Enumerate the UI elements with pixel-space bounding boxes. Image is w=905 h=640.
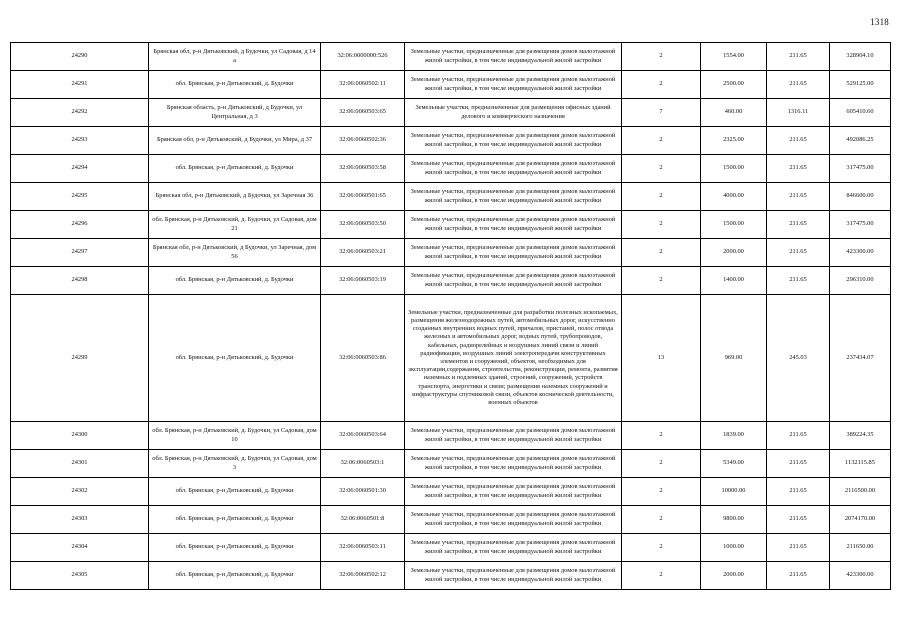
row-number-cell: 24305 bbox=[11, 562, 149, 590]
table-row bbox=[11, 450, 891, 478]
row-number-cell: 24303 bbox=[11, 506, 149, 534]
use-group-cell: 2 bbox=[622, 155, 701, 183]
specific-value-cell: 211.65 bbox=[767, 239, 830, 267]
cadastral-number-cell: 32:06:0060503:65 bbox=[321, 99, 405, 127]
land-use-cell: Земельные участки, предназначенные для размещения домов малоэтажной жилой застройки, в том числе индивидуальной жилой застройки bbox=[405, 43, 622, 71]
specific-value-cell: 211.65 bbox=[767, 43, 830, 71]
use-group-cell: 2 bbox=[622, 127, 701, 155]
address-cell: обл. Брянская, р-н Дятьковский, д. Будочки, ул Садовая, дом 3 bbox=[149, 450, 321, 478]
specific-value-cell: 211.65 bbox=[767, 562, 830, 590]
land-use-cell: Земельные участки, предназначенные для размещения офисных зданий делового и коммерческого назначения bbox=[405, 99, 622, 127]
area-cell: 9800.00 bbox=[701, 506, 767, 534]
address-cell: обл. Брянская, р-н Дятьковский, д. Будочки, ул Садовая, дом 10 bbox=[149, 422, 321, 450]
row-number-cell: 24295 bbox=[11, 183, 149, 211]
land-use-cell: Земельные участки, предназначенные для размещения домов малоэтажной жилой застройки, в том числе индивидуальной жилой застройки bbox=[405, 478, 622, 506]
area-cell: 2500.00 bbox=[701, 71, 767, 99]
cadastral-number-cell: 32:06:0060503:11 bbox=[321, 534, 405, 562]
address-cell: обл. Брянская, р-н Дятьковский, д. Будочки bbox=[149, 155, 321, 183]
row-number-cell: 24300 bbox=[11, 422, 149, 450]
specific-value-cell: 211.65 bbox=[767, 155, 830, 183]
use-group-cell: 2 bbox=[622, 478, 701, 506]
address-cell: Брянская обл, р-н Дятьковский, д Будочки, ул Заречная 36 bbox=[149, 183, 321, 211]
specific-value-cell: 211.65 bbox=[767, 127, 830, 155]
row-number-cell: 24298 bbox=[11, 267, 149, 295]
land-use-cell: Земельные участки, предназначенные для размещения домов малоэтажной жилой застройки, в том числе индивидуальной жилой застройки bbox=[405, 562, 622, 590]
cadastral-number-cell: 32:06:0060502:36 bbox=[321, 127, 405, 155]
area-cell: 1554.00 bbox=[701, 43, 767, 71]
land-use-cell: Земельные участки, предназначенные для размещения домов малоэтажной жилой застройки, в том числе индивидуальной жилой застройки bbox=[405, 534, 622, 562]
land-use-cell: Земельные участки, предназначенные для размещения домов малоэтажной жилой застройки, в том числе индивидуальной жилой застройки bbox=[405, 127, 622, 155]
table-row bbox=[11, 71, 891, 99]
table-row bbox=[11, 99, 891, 127]
cadastral-value-cell: 296310.00 bbox=[830, 267, 891, 295]
area-cell: 1000.00 bbox=[701, 534, 767, 562]
cadastral-value-cell: 492086.25 bbox=[830, 127, 891, 155]
table-row bbox=[11, 562, 891, 590]
area-cell: 2000.00 bbox=[701, 239, 767, 267]
address-cell: обл. Брянская, р-н Дятьковский, д. Будочки bbox=[149, 506, 321, 534]
row-number-cell: 24301 bbox=[11, 450, 149, 478]
address-cell: Брянская обл, р-н Дятьковский, д Будочки, ул Садовая, д 14 а bbox=[149, 43, 321, 71]
cadastral-number-cell: 32:06:0060501:8 bbox=[321, 506, 405, 534]
table-row bbox=[11, 506, 891, 534]
address-cell: Брянская обл, р-н Дятьковский, д Будочки, ул Мира, д 37 bbox=[149, 127, 321, 155]
address-cell: Брянская обл, р-н Дятьковский, д Будочки, ул Заречная, дом 56 bbox=[149, 239, 321, 267]
table-row bbox=[11, 295, 891, 422]
table-row bbox=[11, 267, 891, 295]
row-number-cell: 24297 bbox=[11, 239, 149, 267]
address-cell: обл. Брянская, р-н Дятьковский, д. Будочки bbox=[149, 478, 321, 506]
use-group-cell: 2 bbox=[622, 239, 701, 267]
cadastral-value-cell: 605410.60 bbox=[830, 99, 891, 127]
specific-value-cell: 211.65 bbox=[767, 506, 830, 534]
specific-value-cell: 211.65 bbox=[767, 71, 830, 99]
address-cell: обл. Брянская, р-н Дятьковский, д. Будочки bbox=[149, 295, 321, 422]
land-use-cell: Земельные участки, предназначенные для размещения домов малоэтажной жилой застройки, в том числе индивидуальной жилой застройки bbox=[405, 506, 622, 534]
table-row bbox=[11, 127, 891, 155]
cadastral-value-cell: 328904.10 bbox=[830, 43, 891, 71]
table-row bbox=[11, 534, 891, 562]
address-cell: обл. Брянская, р-н Дятьковский, д. Будочки bbox=[149, 267, 321, 295]
area-cell: 2325.00 bbox=[701, 127, 767, 155]
cadastral-number-cell: 32:06:0060503:58 bbox=[321, 155, 405, 183]
land-use-cell: Земельные участки, предназначенные для размещения домов малоэтажной жилой застройки, в том числе индивидуальной жилой застройки bbox=[405, 71, 622, 99]
address-cell: обл. Брянская, р-н Дятьковский, д. Будочки bbox=[149, 534, 321, 562]
use-group-cell: 2 bbox=[622, 506, 701, 534]
area-cell: 969.00 bbox=[701, 295, 767, 422]
land-use-cell: Земельные участки, предназначенные для разработки полезных ископаемых, размещения железнодорожных путей, автомобильных дорог, искусственно созданных внутренних водных путей, причалов, пристаней, полос отвода железных и автомобильных дорог, водных путей, трубопроводов, кабельных, радиорелейных и воздушных линий связи и линий радиофикации, воздушных линий электропередачи конструктивных элементов и сооружений, объектов, необходимых для эксплуатации,содержания, строительства, реконструкции, ремонта, развития наземных и подземных зданий, строений, сооружений, устройств транспорта, энергетики и связи; размещения наземных сооружений и инфраструктуры спутниковой связи, объектов космической деятельности, военных объектов bbox=[405, 295, 622, 422]
cadastral-number-cell: 32:06:0060503:50 bbox=[321, 211, 405, 239]
cadastral-number-cell: 32:06:0060501:65 bbox=[321, 183, 405, 211]
row-number-cell: 24294 bbox=[11, 155, 149, 183]
cadastral-number-cell: 32:06:0060503:86 bbox=[321, 295, 405, 422]
table-row bbox=[11, 183, 891, 211]
table-row bbox=[11, 155, 891, 183]
use-group-cell: 2 bbox=[622, 267, 701, 295]
use-group-cell: 7 bbox=[622, 99, 701, 127]
specific-value-cell: 1316.11 bbox=[767, 99, 830, 127]
land-use-cell: Земельные участки, предназначенные для размещения домов малоэтажной жилой застройки, в том числе индивидуальной жилой застройки bbox=[405, 450, 622, 478]
cadastral-number-cell: 32:06:0060503:64 bbox=[321, 422, 405, 450]
area-cell: 10000.00 bbox=[701, 478, 767, 506]
table-row bbox=[11, 478, 891, 506]
row-number-cell: 24291 bbox=[11, 71, 149, 99]
use-group-cell: 13 bbox=[622, 295, 701, 422]
table-row bbox=[11, 239, 891, 267]
row-number-cell: 24304 bbox=[11, 534, 149, 562]
address-cell: обл. Брянская, р-н Дятьковский, д. Будочки bbox=[149, 71, 321, 99]
cadastral-number-cell: 32:06:0060501:30 bbox=[321, 478, 405, 506]
use-group-cell: 2 bbox=[622, 43, 701, 71]
use-group-cell: 2 bbox=[622, 71, 701, 99]
table-row bbox=[11, 211, 891, 239]
cadastral-value-cell: 237434.07 bbox=[830, 295, 891, 422]
cadastral-value-cell: 529125.00 bbox=[830, 71, 891, 99]
address-cell: Брянская область, р-н Дятьковский, д Будочки, ул Центральная, д 3 bbox=[149, 99, 321, 127]
cadastral-number-cell: 32:06:0060503:21 bbox=[321, 239, 405, 267]
area-cell: 4000.00 bbox=[701, 183, 767, 211]
table-body bbox=[11, 43, 891, 590]
cadastral-number-cell: 32:06:0000000:526 bbox=[321, 43, 405, 71]
use-group-cell: 2 bbox=[622, 450, 701, 478]
specific-value-cell: 211.65 bbox=[767, 267, 830, 295]
cadastral-value-table bbox=[10, 42, 891, 590]
specific-value-cell: 211.65 bbox=[767, 211, 830, 239]
use-group-cell: 2 bbox=[622, 183, 701, 211]
cadastral-value-cell: 389224.35 bbox=[830, 422, 891, 450]
use-group-cell: 2 bbox=[622, 534, 701, 562]
land-use-cell: Земельные участки, предназначенные для размещения домов малоэтажной жилой застройки, в том числе индивидуальной жилой застройки bbox=[405, 155, 622, 183]
land-use-cell: Земельные участки, предназначенные для размещения домов малоэтажной жилой застройки, в том числе индивидуальной жилой застройки bbox=[405, 422, 622, 450]
area-cell: 2000.00 bbox=[701, 562, 767, 590]
cadastral-value-cell: 423300.00 bbox=[830, 239, 891, 267]
table-row bbox=[11, 422, 891, 450]
cadastral-number-cell: 32:06:0060503:19 bbox=[321, 267, 405, 295]
row-number-cell: 24296 bbox=[11, 211, 149, 239]
use-group-cell: 2 bbox=[622, 422, 701, 450]
area-cell: 1500.00 bbox=[701, 155, 767, 183]
specific-value-cell: 211.65 bbox=[767, 183, 830, 211]
use-group-cell: 2 bbox=[622, 211, 701, 239]
specific-value-cell: 211.65 bbox=[767, 478, 830, 506]
area-cell: 1400.00 bbox=[701, 267, 767, 295]
specific-value-cell: 211.65 bbox=[767, 534, 830, 562]
cadastral-value-cell: 2074170.00 bbox=[830, 506, 891, 534]
cadastral-number-cell: 32:06:0060502:12 bbox=[321, 562, 405, 590]
area-cell: 460.00 bbox=[701, 99, 767, 127]
address-cell: обл. Брянская, р-н Дятьковский, д. Будочки, ул Садовая, дом 21 bbox=[149, 211, 321, 239]
land-use-cell: Земельные участки, предназначенные для размещения домов малоэтажной жилой застройки, в том числе индивидуальной жилой застройки bbox=[405, 211, 622, 239]
area-cell: 1839.00 bbox=[701, 422, 767, 450]
cadastral-value-cell: 211650.00 bbox=[830, 534, 891, 562]
address-cell: обл. Брянская, р-н Дятьковский, д. Будочки bbox=[149, 562, 321, 590]
land-use-cell: Земельные участки, предназначенные для размещения домов малоэтажной жилой застройки, в том числе индивидуальной жилой застройки bbox=[405, 183, 622, 211]
area-cell: 5349.00 bbox=[701, 450, 767, 478]
cadastral-value-cell: 423300.00 bbox=[830, 562, 891, 590]
cadastral-value-cell: 317475.00 bbox=[830, 155, 891, 183]
cadastral-value-cell: 846600.00 bbox=[830, 183, 891, 211]
row-number-cell: 24292 bbox=[11, 99, 149, 127]
row-number-cell: 24290 bbox=[11, 43, 149, 71]
row-number-cell: 24302 bbox=[11, 478, 149, 506]
specific-value-cell: 245.03 bbox=[767, 295, 830, 422]
specific-value-cell: 211.65 bbox=[767, 422, 830, 450]
specific-value-cell: 211.65 bbox=[767, 450, 830, 478]
row-number-cell: 24299 bbox=[11, 295, 149, 422]
cadastral-number-cell: 32:06:0060503:1 bbox=[321, 450, 405, 478]
cadastral-value-cell: 2116500.00 bbox=[830, 478, 891, 506]
page-number: 1318 bbox=[870, 17, 889, 27]
row-number-cell: 24293 bbox=[11, 127, 149, 155]
use-group-cell: 2 bbox=[622, 562, 701, 590]
land-use-cell: Земельные участки, предназначенные для размещения домов малоэтажной жилой застройки, в том числе индивидуальной жилой застройки bbox=[405, 267, 622, 295]
cadastral-number-cell: 32:06:0060502:11 bbox=[321, 71, 405, 99]
area-cell: 1500.00 bbox=[701, 211, 767, 239]
cadastral-value-cell: 1132115.85 bbox=[830, 450, 891, 478]
table-row bbox=[11, 43, 891, 71]
cadastral-value-cell: 317475.00 bbox=[830, 211, 891, 239]
land-use-cell: Земельные участки, предназначенные для размещения домов малоэтажной жилой застройки, в том числе индивидуальной жилой застройки bbox=[405, 239, 622, 267]
